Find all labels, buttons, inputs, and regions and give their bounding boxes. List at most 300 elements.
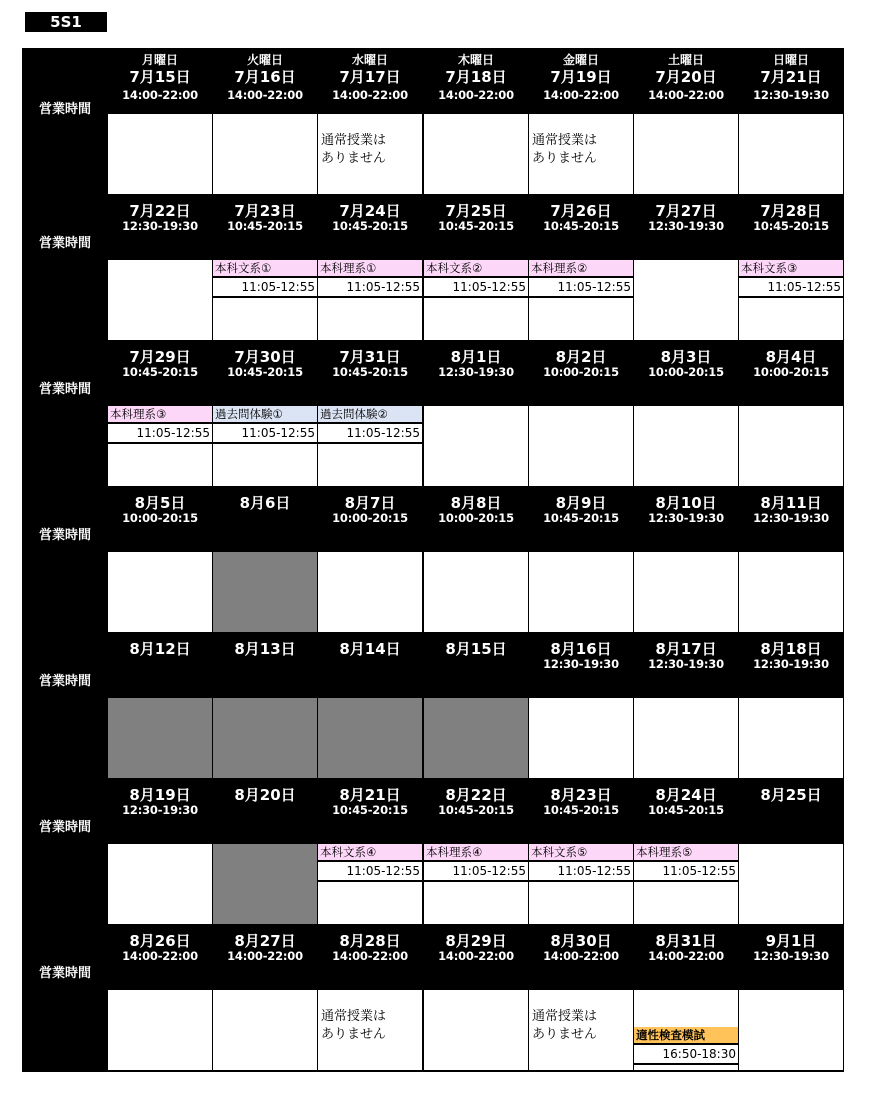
week-row [22,924,844,1070]
day-header [634,194,738,260]
opening-hours: 10:00-20:15 [753,365,829,379]
day-cell [108,48,212,194]
day-header [318,778,422,844]
day-cell [108,924,212,1070]
class-time: 11:05-12:55 [529,862,633,880]
opening-hours: 10:45-20:15 [227,219,303,233]
day-cell [529,486,633,632]
day-body [634,114,738,194]
weekday-label: 月曜日 [141,53,178,67]
note-line: ありません [321,151,387,166]
day-header [108,632,212,698]
day-header [318,924,422,990]
note-line: 通常授業は [532,133,598,148]
date-label: 8月13日 [234,640,296,658]
class-title: 本科文系② [424,260,528,276]
closed-day-block [213,552,317,632]
opening-hours: 14:00-22:00 [332,949,408,963]
day-body [424,990,528,1070]
day-cell [318,924,422,1070]
class-code-label: 5S1 [25,12,107,32]
day-cell [424,340,528,486]
date-label: 8月16日 [550,640,612,658]
class-time: 16:50-18:30 [634,1045,738,1063]
note-line: 通常授業は [321,133,387,148]
day-header [424,194,528,260]
day-header [424,778,528,844]
day-header [634,778,738,844]
day-cell [424,486,528,632]
class-block [739,260,843,298]
day-cell [529,778,633,924]
day-header [108,778,212,844]
business-hours-label: 営業時間 [38,528,91,543]
date-label: 8月3日 [660,348,712,366]
opening-hours: 10:45-20:15 [122,365,198,379]
day-cell [213,632,317,778]
business-hours-label: 営業時間 [38,820,91,835]
day-header [739,632,843,698]
day-header [739,486,843,552]
day-body [739,406,843,486]
day-body [424,114,528,194]
day-header [318,486,422,552]
week-row [22,778,844,924]
opening-hours: 10:45-20:15 [753,219,829,233]
business-hours-label: 営業時間 [38,674,91,689]
class-block [108,406,212,444]
opening-hours: 14:00-22:00 [122,949,198,963]
date-label: 7月17日 [339,68,401,86]
note-line: 通常授業は [321,1009,387,1024]
day-header [634,632,738,698]
day-body [529,698,633,778]
class-block [529,260,633,298]
day-cell [108,340,212,486]
day-cell [634,632,738,778]
day-cell [213,340,317,486]
day-body [108,552,212,632]
date-label: 8月23日 [550,786,612,804]
class-time: 11:05-12:55 [424,278,528,296]
date-label: 8月22日 [445,786,507,804]
date-label: 8月9日 [555,494,607,512]
day-body [424,552,528,632]
class-title: 本科文系① [213,260,317,276]
opening-hours: 10:45-20:15 [543,219,619,233]
day-header [529,194,633,260]
date-label: 7月26日 [550,202,612,220]
day-body [213,990,317,1070]
opening-hours: 10:45-20:15 [332,365,408,379]
day-header [318,632,422,698]
no-regular-class-note [321,132,386,168]
closed-day-block [318,698,422,778]
day-body [108,260,212,340]
day-cell [318,340,422,486]
day-body [529,844,633,924]
day-body [634,990,738,1070]
date-label: 8月8日 [450,494,502,512]
class-time: 11:05-12:55 [213,424,317,442]
date-label: 7月23日 [234,202,296,220]
class-time: 11:05-12:55 [634,862,738,880]
day-header [424,632,528,698]
opening-hours: 12:30-19:30 [753,88,829,102]
date-label: 7月19日 [550,68,612,86]
class-title: 本科文系③ [739,260,843,276]
opening-hours: 10:45-20:15 [438,803,514,817]
note-line: 通常授業は [532,1009,598,1024]
day-body [108,990,212,1070]
day-body [318,844,422,924]
day-body [739,844,843,924]
date-label: 8月12日 [129,640,191,658]
closed-day-block [213,844,317,924]
weekday-label: 日曜日 [772,53,809,67]
opening-hours: 14:00-22:00 [227,949,303,963]
day-header [634,340,738,406]
date-label: 7月15日 [129,68,191,86]
class-block [424,260,528,298]
date-label: 8月29日 [445,932,507,950]
day-header [424,486,528,552]
day-header [108,924,212,990]
day-body [213,260,317,340]
no-regular-class-note [532,1008,597,1044]
opening-hours: 10:00-20:15 [543,365,619,379]
date-label: 7月20日 [655,68,717,86]
day-header [108,340,212,406]
day-header [424,924,528,990]
class-block [424,844,528,882]
day-header [318,340,422,406]
day-cell [108,778,212,924]
class-block [634,1027,738,1065]
week-row [22,486,844,632]
day-cell [318,194,422,340]
day-cell [529,340,633,486]
opening-hours: 10:45-20:15 [332,803,408,817]
day-body [108,114,212,194]
class-title: 本科文系⑤ [529,844,633,860]
day-cell [318,486,422,632]
opening-hours: 14:00-22:00 [438,949,514,963]
day-body [739,260,843,340]
day-body [318,990,422,1070]
class-title: 本科理系① [318,260,422,276]
date-label: 8月4日 [765,348,817,366]
day-cell [213,48,317,194]
class-block [318,844,422,882]
day-body [529,114,633,194]
day-body [739,990,843,1070]
week-row [22,632,844,778]
note-line: ありません [532,151,598,166]
opening-hours: 10:00-20:15 [438,511,514,525]
opening-hours: 10:45-20:15 [332,219,408,233]
day-header [108,48,212,114]
day-body [318,114,422,194]
business-hours-label: 営業時間 [38,966,91,981]
opening-hours: 12:30-19:30 [648,219,724,233]
day-body [529,406,633,486]
day-body [739,552,843,632]
date-label: 8月14日 [339,640,401,658]
date-label: 7月21日 [760,68,822,86]
day-cell [108,194,212,340]
class-block [634,844,738,882]
day-header [739,778,843,844]
day-header [739,48,843,114]
class-block [213,260,317,298]
day-header [529,632,633,698]
day-body [108,406,212,486]
day-body [424,406,528,486]
day-cell [739,340,843,486]
week-row [22,340,844,486]
schedule-grid [22,48,844,1072]
day-cell [739,194,843,340]
day-cell [634,486,738,632]
day-header [213,778,317,844]
opening-hours: 10:00-20:15 [122,511,198,525]
class-title: 本科文系④ [318,844,422,860]
date-label: 8月26日 [129,932,191,950]
day-header [424,48,528,114]
day-body [424,260,528,340]
date-label: 7月28日 [760,202,822,220]
day-header [108,194,212,260]
day-cell [739,924,843,1070]
opening-hours: 12:30-19:30 [753,511,829,525]
weekday-label: 水曜日 [351,53,388,67]
day-cell [424,632,528,778]
day-body [529,552,633,632]
day-cell [424,194,528,340]
date-label: 7月22日 [129,202,191,220]
opening-hours: 12:30-19:30 [753,657,829,671]
day-body [634,260,738,340]
day-body [213,406,317,486]
class-time: 11:05-12:55 [318,862,422,880]
weekday-label: 土曜日 [667,53,704,67]
opening-hours: 12:30-19:30 [122,803,198,817]
class-time: 11:05-12:55 [739,278,843,296]
date-label: 8月11日 [760,494,822,512]
date-label: 7月27日 [655,202,717,220]
opening-hours: 12:30-19:30 [648,511,724,525]
day-cell [529,924,633,1070]
business-hours-label: 営業時間 [38,236,91,251]
day-cell [739,48,843,194]
date-label: 8月10日 [655,494,717,512]
opening-hours: 12:30-19:30 [753,949,829,963]
day-header [318,194,422,260]
note-line: ありません [532,1027,598,1042]
class-time: 11:05-12:55 [529,278,633,296]
day-header [634,486,738,552]
day-header [318,48,422,114]
day-cell [634,778,738,924]
weekday-label: 金曜日 [562,53,599,67]
day-header [529,48,633,114]
closed-day-block [213,698,317,778]
weekday-label: 木曜日 [457,53,494,67]
opening-hours: 14:00-22:00 [332,88,408,102]
opening-hours: 10:45-20:15 [438,219,514,233]
class-block [529,844,633,882]
date-label: 8月25日 [760,786,822,804]
day-body [424,844,528,924]
opening-hours: 12:30-19:30 [122,219,198,233]
day-header [739,194,843,260]
day-cell [424,48,528,194]
day-body [108,844,212,924]
class-time: 11:05-12:55 [424,862,528,880]
note-line: ありません [321,1027,387,1042]
weekday-label: 火曜日 [246,53,283,67]
class-block [318,406,422,444]
date-label: 8月31日 [655,932,717,950]
day-header [529,486,633,552]
opening-hours: 14:00-22:00 [122,88,198,102]
opening-hours: 14:00-22:00 [648,88,724,102]
closed-day-block [108,698,212,778]
class-title: 本科理系④ [424,844,528,860]
day-header [529,778,633,844]
day-cell [318,778,422,924]
opening-hours: 14:00-22:00 [648,949,724,963]
day-body [634,406,738,486]
opening-hours: 10:00-20:15 [332,511,408,525]
day-body [529,260,633,340]
day-cell [108,632,212,778]
date-label: 8月6日 [239,494,291,512]
business-hours-label: 営業時間 [38,382,91,397]
date-label: 7月30日 [234,348,296,366]
opening-hours: 10:45-20:15 [227,365,303,379]
day-body [529,990,633,1070]
day-body [739,698,843,778]
day-cell [213,486,317,632]
day-cell [318,632,422,778]
day-header [213,924,317,990]
date-label: 8月7日 [344,494,396,512]
day-cell [739,486,843,632]
closed-day-block [424,698,528,778]
date-label: 7月31日 [339,348,401,366]
day-body [634,698,738,778]
day-cell [318,48,422,194]
class-title: 本科理系② [529,260,633,276]
class-title: 適性検査模試 [634,1027,738,1043]
date-label: 7月25日 [445,202,507,220]
date-label: 8月5日 [134,494,186,512]
day-header [213,632,317,698]
date-label: 7月29日 [129,348,191,366]
day-header [213,340,317,406]
day-cell [634,340,738,486]
date-label: 8月20日 [234,786,296,804]
date-label: 8月21日 [339,786,401,804]
date-label: 8月27日 [234,932,296,950]
week-row [22,194,844,340]
opening-hours: 12:30-19:30 [648,657,724,671]
class-title: 本科理系③ [108,406,212,422]
date-label: 8月2日 [555,348,607,366]
no-regular-class-note [532,132,597,168]
opening-hours: 14:00-22:00 [227,88,303,102]
day-cell [634,194,738,340]
date-label: 7月24日 [339,202,401,220]
day-header [213,48,317,114]
day-body [318,260,422,340]
day-header [213,194,317,260]
day-header [424,340,528,406]
day-header [634,48,738,114]
date-label: 8月18日 [760,640,822,658]
day-cell [529,632,633,778]
date-label: 8月28日 [339,932,401,950]
day-cell [739,778,843,924]
class-time: 11:05-12:55 [318,424,422,442]
opening-hours: 10:00-20:15 [648,365,724,379]
day-header [108,486,212,552]
date-label: 7月18日 [445,68,507,86]
class-title: 本科理系⑤ [634,844,738,860]
opening-hours: 14:00-22:00 [543,88,619,102]
opening-hours: 12:30-19:30 [438,365,514,379]
day-body [213,114,317,194]
day-cell [739,632,843,778]
no-regular-class-note [321,1008,386,1044]
day-cell [213,194,317,340]
class-time: 11:05-12:55 [108,424,212,442]
day-cell [424,924,528,1070]
day-cell [634,924,738,1070]
day-body [634,552,738,632]
opening-hours: 10:45-20:15 [543,511,619,525]
day-header [529,924,633,990]
date-label: 8月15日 [445,640,507,658]
business-hours-label: 営業時間 [38,102,91,117]
date-label: 8月1日 [450,348,502,366]
day-cell [213,924,317,1070]
day-cell [529,48,633,194]
day-header [213,486,317,552]
day-cell [634,48,738,194]
date-label: 7月16日 [234,68,296,86]
class-title: 過去問体験① [213,406,317,422]
day-cell [108,486,212,632]
opening-hours: 10:45-20:15 [648,803,724,817]
day-cell [213,778,317,924]
day-header [739,924,843,990]
day-body [634,844,738,924]
day-header [529,340,633,406]
class-block [318,260,422,298]
class-title: 過去問体験② [318,406,422,422]
day-cell [424,778,528,924]
day-body [318,406,422,486]
opening-hours: 10:45-20:15 [543,803,619,817]
opening-hours: 14:00-22:00 [543,949,619,963]
date-label: 8月30日 [550,932,612,950]
date-label: 8月19日 [129,786,191,804]
day-body [318,552,422,632]
day-cell [529,194,633,340]
